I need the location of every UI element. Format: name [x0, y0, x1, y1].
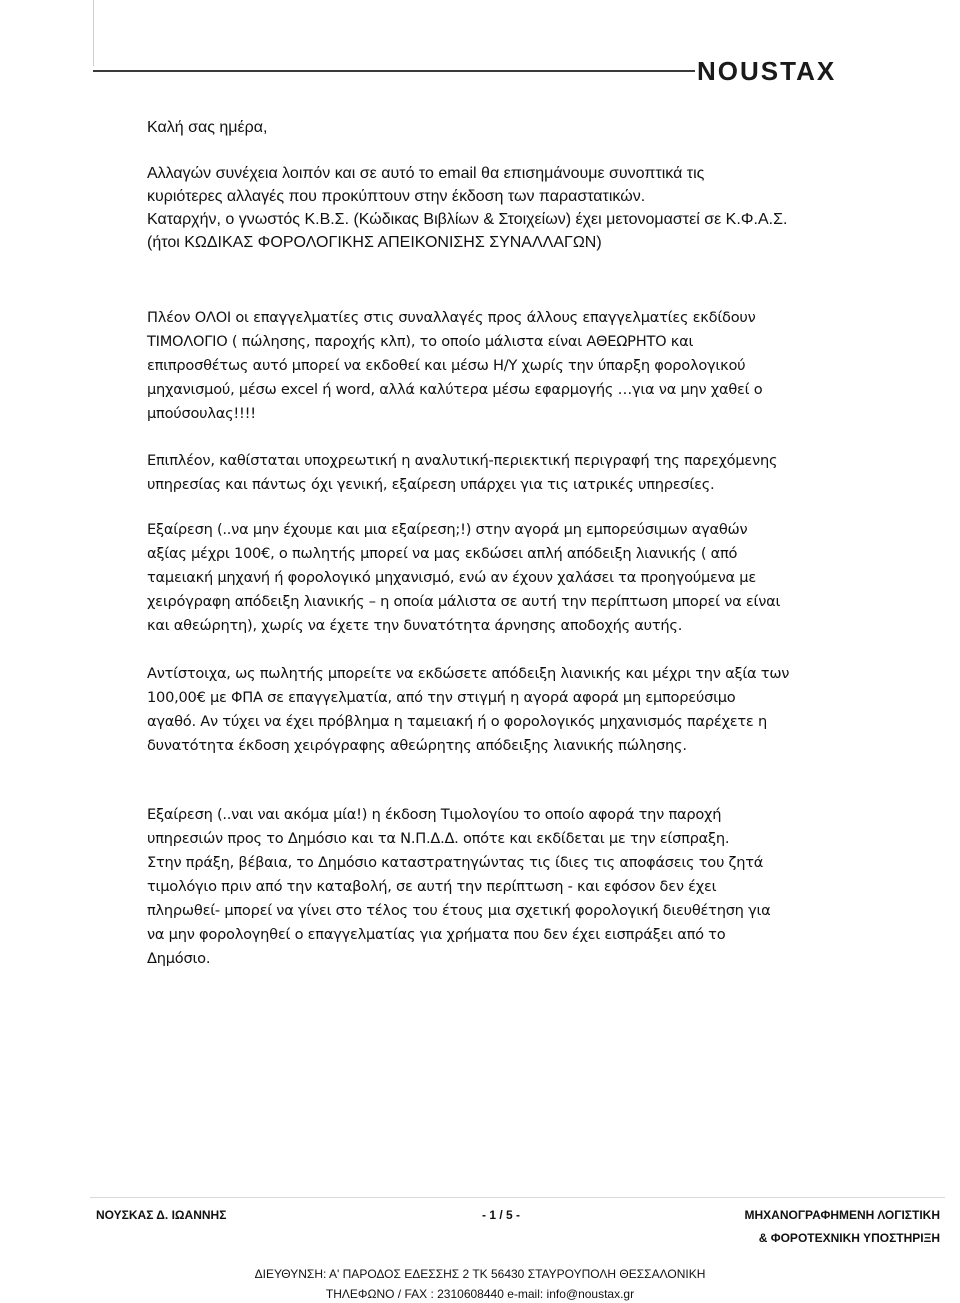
paragraph-description: [147, 449, 877, 497]
paragraph-line: υπηρεσιών προς το Δημόσιο και τα Ν.Π.Δ.Δ. οπότε και εκδίδεται με την είσπραξη.: [147, 830, 730, 847]
footer-service-line-2: & ΦΟΡΟΤΕΧΝΙΚΗ ΥΠΟΣΤΗΡΙΞΗ: [758, 1231, 940, 1245]
intro-line: Καταρχήν, ο γνωστός Κ.Β.Σ. (Κώδικας Βιβλίων & Στοιχείων) έχει μετονομαστεί σε Κ.Φ.Α.Σ.: [147, 211, 788, 228]
paragraph-line: χειρόγραφη απόδειξη λιανικής – η οποία μάλιστα σε αυτή την περίπτωση μπορεί να είναι: [147, 593, 781, 610]
paragraph-line: επιπροσθέτως αυτό μπορεί να εκδοθεί και μέσω Η/Υ χωρίς την ύπαρξη φορολογικού: [147, 357, 746, 374]
paragraph-invoices: [147, 306, 877, 426]
paragraph-line: ΤΙΜΟΛΟΓΙΟ ( πώλησης, παροχής κλπ), το οποίο μάλιστα είναι ΑΘΕΩΡΗΤΟ και: [147, 333, 694, 350]
intro-line: (ήτοι ΚΩΔΙΚΑΣ ΦΟΡΟΛΟΓΙΚΗΣ ΑΠΕΙΚΟΝΙΣΗΣ ΣΥΝΑΛΛΑΓΩΝ): [147, 234, 602, 251]
paragraph-line: 100,00€ με ΦΠΑ σε επαγγελματία, από την στιγμή η αγορά αφορά μη εμπορεύσιμο: [147, 689, 736, 706]
greeting-line: Καλή σας ημέρα,: [147, 119, 268, 136]
paragraph-line: Αντίστοιχα, ως πωλητής μπορείτε να εκδώσετε απόδειξη λιανικής και μέχρι την αξία των: [147, 665, 790, 682]
paragraph-line: τιμολόγιο πριν από την καταβολή, σε αυτή την περίπτωση - και εφόσον δεν έχει: [147, 878, 717, 895]
paragraph-line: Πλέον ΟΛΟΙ οι επαγγελματίες στις συναλλαγές προς άλλους επαγγελματίες εκδίδουν: [147, 309, 756, 326]
footer-name: ΝΟΥΣΚΑΣ Δ. ΙΩΑΝΝΗΣ: [96, 1208, 227, 1222]
paragraph-seller: [147, 662, 877, 758]
paragraph-line: Στην πράξη, βέβαια, το Δημόσιο καταστρατηγώντας τις ίδιες τις αποφάσεις του ζητά: [147, 854, 764, 871]
paragraph-line: αξίας μέχρι 100€, ο πωλητής μπορεί να μας εκδώσει απλή απόδειξη λιανικής ( από: [147, 545, 738, 562]
intro-line: Αλλαγών συνέχεια λοιπόν και σε αυτό το email θα επισημάνουμε συνοπτικά τις: [147, 165, 705, 182]
paragraph-line: Εξαίρεση (..να μην έχουμε και μια εξαίρεση;!) στην αγορά μη εμπορεύσιμων αγαθών: [147, 521, 748, 538]
noustax-logo: NOUSTAX: [697, 56, 837, 86]
paragraph-line: πληρωθεί- μπορεί να γίνει στο τέλος του έτους μια σχετική φορολογική διευθέτηση για: [147, 902, 771, 919]
paragraph-line: δυνατότητα έκδοση χειρόγραφης αθεώρητης απόδειξης λιανικής πώλησης.: [147, 737, 687, 754]
paragraph-line: να μην φορολογηθεί ο επαγγελματίας για χρήματα που δεν έχει εισπράξει από το: [147, 926, 726, 943]
paragraph-line: ταμειακή μηχανή ή φορολογικό μηχανισμό, ενώ αν έχουν χαλάσει τα προηγούμενα με: [147, 569, 756, 586]
paragraph-line: Εξαίρεση (..ναι ναι ακόμα μία!) η έκδοση Τιμολογίου το οποίο αφορά την παροχή: [147, 806, 722, 823]
footer-rule: [90, 1197, 945, 1198]
paragraph-line: υπηρεσίας και πάντως όχι γενική, εξαίρεση υπάρχει για τις ιατρικές υπηρεσίες.: [147, 476, 715, 493]
header-vertical-rule: [93, 0, 94, 66]
footer-address: ΔΙΕΥΘΥΝΣΗ: Α' ΠΑΡΟΔΟΣ ΕΔΕΣΣΗΣ 2 ΤΚ 56430 ΣΤΑΥΡΟΥΠΟΛΗ ΘΕΣΣΑΛΟΝΙΚΗ: [254, 1267, 706, 1281]
paragraph-line: αγαθό. Αν τύχει να έχει πρόβλημα η ταμειακή ή ο φορολογικός μηχανισμός παρέχετε η: [147, 713, 767, 730]
page-number: - 1 / 5 -: [482, 1208, 521, 1222]
paragraph-line: Επιπλέον, καθίσταται υποχρεωτική η αναλυτική-περιεκτική περιγραφή της παρεχόμενης: [147, 452, 778, 469]
paragraph-public-sector: [147, 803, 877, 971]
intro-paragraph: [147, 162, 877, 254]
greeting: [147, 116, 877, 139]
paragraph-line: μπούσουλας!!!!: [147, 405, 256, 422]
intro-line: κυριότερες αλλαγές που προκύπτουν στην έκδοση των παραστατικών.: [147, 188, 646, 205]
footer-service-line-1: ΜΗΧΑΝΟΓΡΑΦΗΜΕΝΗ ΛΟΓΙΣΤΙΚΗ: [744, 1208, 940, 1222]
paragraph-line: μηχανισμού, μέσω excel ή word, αλλά καλύτερα μέσω εφαρμογής …για να μην χαθεί ο: [147, 381, 763, 398]
header-rule: [93, 70, 695, 72]
paragraph-exception-receipts: [147, 518, 877, 638]
paragraph-line: και αθεώρητη), χωρίς να έχετε την δυνατότητα άρνησης αποδοχής αυτής.: [147, 617, 683, 634]
paragraph-line: Δημόσιο.: [147, 950, 211, 967]
footer-contact: ΤΗΛΕΦΩΝΟ / FAX : 2310608440 e-mail: info@noustax.gr: [325, 1287, 635, 1301]
